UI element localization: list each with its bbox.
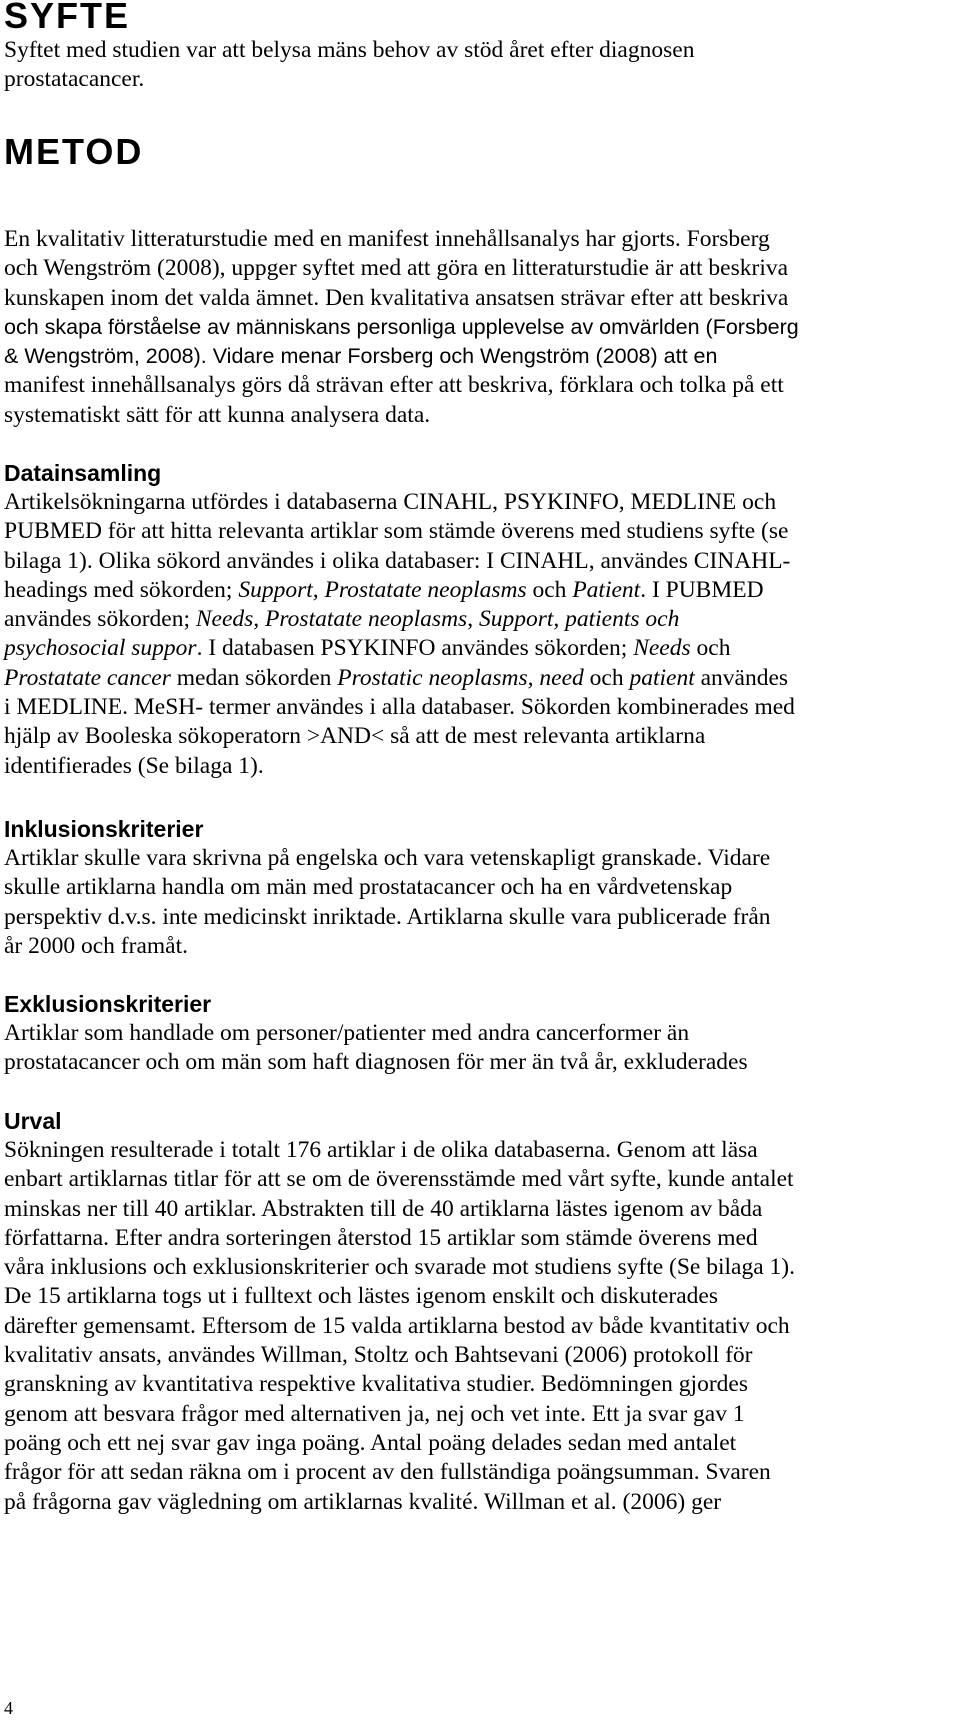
- text-run: och: [690, 635, 731, 662]
- search-term: patient: [629, 664, 695, 691]
- text-line: Artikelsökningarna utfördes i databaserna CINAHL, PSYKINFO, MEDLINE och: [4, 489, 777, 515]
- text-line: Artiklar skulle vara skrivna på engelska och vara vetenskapligt granskade. Vidare: [4, 845, 771, 871]
- inklusion-paragraph: [4, 844, 956, 961]
- syfte-paragraph: [4, 36, 956, 95]
- metod-paragraph: [4, 225, 956, 430]
- text-line: [4, 664, 956, 693]
- text-line: manifest innehållsanalys görs då strävan efter att beskriva, förklara och tolka på ett: [4, 372, 784, 399]
- datainsamling-paragraph: [4, 488, 956, 781]
- text-line: och Wengström (2008), uppger syftet med att göra en litteraturstudie är att beskriva: [4, 255, 789, 282]
- text-line: kvalitativ ansats, användes Willman, Stoltz och Bahtsevani (2006) protokoll för: [4, 1342, 753, 1369]
- text-line: på frågorna gav vägledning om artiklarnas kvalité. Willman et al. (2006) ger: [4, 1488, 722, 1515]
- text-line: PUBMED för att hitta relevanta artiklar som stämde överens med studiens syfte (se: [4, 518, 789, 545]
- text-line: och skapa förståelse av människans personliga upplevelse av omvärlden (Forsberg: [4, 314, 799, 339]
- text-run: headings med sökorden;: [4, 576, 239, 603]
- text-run: och: [526, 576, 573, 603]
- text-run: . I PUBMED: [640, 576, 764, 603]
- search-term: Support, patients och: [478, 606, 680, 633]
- text-line: minskas ner till 40 artiklar. Abstrakten till de 40 artiklarna lästes igenom av båda: [4, 1195, 763, 1222]
- text-line: skulle artiklarna handla om män med prostatacancer och ha en vårdvetenskap: [4, 874, 733, 901]
- text-line: våra inklusions och exklusionskriterier och svarade mot studiens syfte (Se bilaga 1).: [4, 1254, 795, 1281]
- text-line: därefter gemensamt. Eftersom de 15 valda artiklarna bestod av både kvantitativ och: [4, 1312, 790, 1339]
- text-line: Syftet med studien var att belysa mäns behov av stöd året efter diagnosen: [4, 37, 695, 63]
- text-line: [4, 634, 956, 663]
- exklusion-paragraph: [4, 1019, 956, 1078]
- text-line: identifierades (Se bilaga 1).: [4, 752, 264, 779]
- text-run: och: [583, 664, 630, 691]
- search-term: Needs: [633, 635, 691, 662]
- text-line: Sökningen resulterade i totalt 176 artiklar i de olika databaserna. Genom att läsa: [4, 1137, 758, 1163]
- heading-datainsamling: Datainsamling: [4, 460, 162, 486]
- text-line: [4, 605, 956, 634]
- search-term: Needs, Prostatate neoplasms: [195, 606, 468, 633]
- text-line: författarna. Efter andra sorteringen återstod 15 artiklar som stämde överens med: [4, 1224, 758, 1251]
- text-line: & Wengström, 2008). Vidare menar Forsberg och Wengström (2008) att en: [4, 344, 718, 369]
- text-run: . I databasen PSYKINFO användes sökorden;: [196, 635, 634, 662]
- text-line: prostatacancer.: [4, 66, 145, 93]
- urval-paragraph: [4, 1136, 956, 1517]
- text-line: granskning av kvantitativa respektive kvalitativa studier. Bedömningen gjordes: [4, 1371, 748, 1398]
- heading-inklusionskriterier: Inklusionskriterier: [4, 816, 204, 842]
- search-term: Prostatic neoplasms, need: [337, 664, 584, 691]
- text-line: kunskapen inom det valda ämnet. Den kvalitativa ansatsen strävar efter att beskriva: [4, 284, 789, 311]
- heading-metod: METOD: [4, 131, 144, 172]
- text-line: poäng och ett nej svar gav inga poäng. Antal poäng delades sedan med antalet: [4, 1429, 737, 1456]
- text-line: En kvalitativ litteraturstudie med en manifest innehållsanalys har gjorts. Forsberg: [4, 226, 770, 252]
- heading-syfte: SYFTE: [4, 0, 131, 36]
- text-line: systematiskt sätt för att kunna analysera data.: [4, 401, 431, 428]
- text-line: De 15 artiklarna togs ut i fulltext och lästes igenom enskilt och diskuterades: [4, 1283, 718, 1310]
- heading-exklusionskriterier: Exklusionskriterier: [4, 991, 212, 1017]
- text-line: i MEDLINE. MeSH- termer användes i alla databaser. Sökorden kombinerades med: [4, 694, 795, 721]
- text-line: enbart artiklarnas titlar för att se om de överensstämde med vårt syfte, kunde antalet: [4, 1166, 794, 1193]
- text-line: bilaga 1). Olika sökord användes i olika databaser: I CINAHL, användes CINAHL-: [4, 547, 791, 574]
- text-line: hjälp av Booleska sökoperatorn >AND< så att de mest relevanta artiklarna: [4, 723, 706, 750]
- text-line: Artiklar som handlade om personer/patienter med andra cancerformer än: [4, 1020, 690, 1046]
- text-line: prostatacancer och om män som haft diagnosen för mer än två år, exkluderades: [4, 1049, 748, 1076]
- heading-urval: Urval: [4, 1108, 62, 1134]
- text-line: genom att besvara frågor med alternativen ja, nej och vet inte. Ett ja svar gav 1: [4, 1400, 745, 1427]
- text-line: [4, 576, 956, 605]
- text-run: ,: [467, 606, 479, 633]
- text-run: medan sökorden: [170, 664, 338, 691]
- search-term: psychosocial suppor: [4, 635, 197, 662]
- search-term: Patient: [572, 576, 641, 603]
- text-line: frågor för att sedan räkna om i procent av den fullständiga poängsumman. Svaren: [4, 1459, 771, 1486]
- search-term: Prostatate cancer: [4, 664, 171, 691]
- text-run: användes sökorden;: [4, 606, 196, 633]
- text-run: användes: [694, 664, 789, 691]
- text-line: år 2000 och framåt.: [4, 932, 189, 959]
- text-line: perspektiv d.v.s. inte medicinskt inriktade. Artiklarna skulle vara publicerade från: [4, 903, 771, 930]
- search-term: Support, Prostatate neoplasms: [238, 576, 527, 603]
- page-number: 4: [4, 1698, 13, 1718]
